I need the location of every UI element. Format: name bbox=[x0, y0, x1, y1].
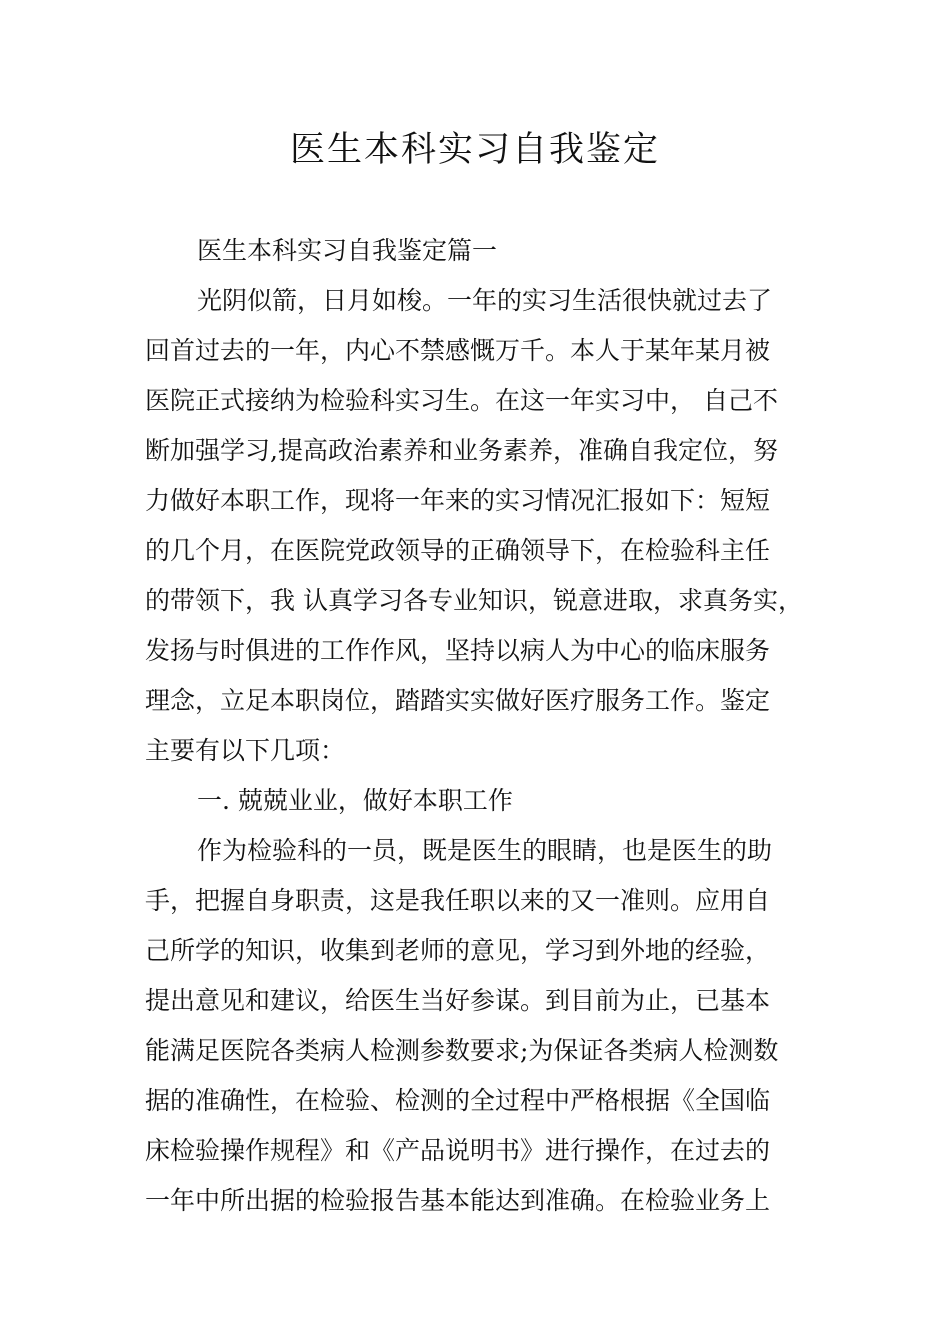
text-line: 医生本科实习自我鉴定篇一 bbox=[197, 236, 498, 265]
text-line: 一年中所出据的检验报告基本能达到准确。在检验业务上 bbox=[145, 1186, 771, 1215]
text-line: 据的准确性，在检验、检测的全过程中严格根据《全国临 bbox=[145, 1086, 771, 1115]
text-line: 理念，立足本职岗位，踏踏实实做好医疗服务工作。鉴定 bbox=[145, 686, 771, 715]
text-line: 的带领下，我 认真学习各专业知识，锐意进取，求真务实， bbox=[145, 586, 803, 615]
text-line: 发扬与时俱进的工作作风，坚持以病人为中心的临床服务 bbox=[145, 636, 771, 665]
text-line: 回首过去的一年，内心不禁感慨万千。本人于某年某月被 bbox=[145, 336, 771, 365]
text-line: 己所学的知识，收集到老师的意见，学习到外地的经验， bbox=[145, 936, 771, 965]
document-body bbox=[145, 226, 813, 1226]
text-line: 主要有以下几项： bbox=[145, 736, 346, 765]
text-line: 的几个月，在医院党政领导的正确领导下，在检验科主任 bbox=[145, 536, 771, 565]
text-line: 能满足医院各类病人检测参数要求;为保证各类病人检测数 bbox=[145, 1036, 779, 1065]
text-line: 断加强学习,提高政治素养和业务素养，准确自我定位，努 bbox=[145, 436, 778, 465]
text-line: 光阴似箭，日月如梭。一年的实习生活很快就过去了 bbox=[197, 286, 773, 315]
text-line: 提出意见和建议，给医生当好参谋。到目前为止，已基本 bbox=[145, 986, 771, 1015]
text-line: 床检验操作规程》和《产品说明书》进行操作，在过去的 bbox=[145, 1136, 771, 1165]
text-line: 力做好本职工作，现将一年来的实习情况汇报如下：短短 bbox=[145, 486, 771, 515]
text-line: 手，把握自身职责，这是我任职以来的又一准则。应用自 bbox=[145, 886, 771, 915]
text-line: 作为检验科的一员，既是医生的眼睛，也是医生的助 bbox=[197, 836, 773, 865]
section-heading: 一. 兢兢业业，做好本职工作 bbox=[197, 786, 513, 815]
text-line: 医院正式接纳为检验科实习生。在这一年实习中， 自己不 bbox=[145, 386, 778, 415]
document-title: 医生本科实习自我鉴定 bbox=[289, 130, 660, 170]
